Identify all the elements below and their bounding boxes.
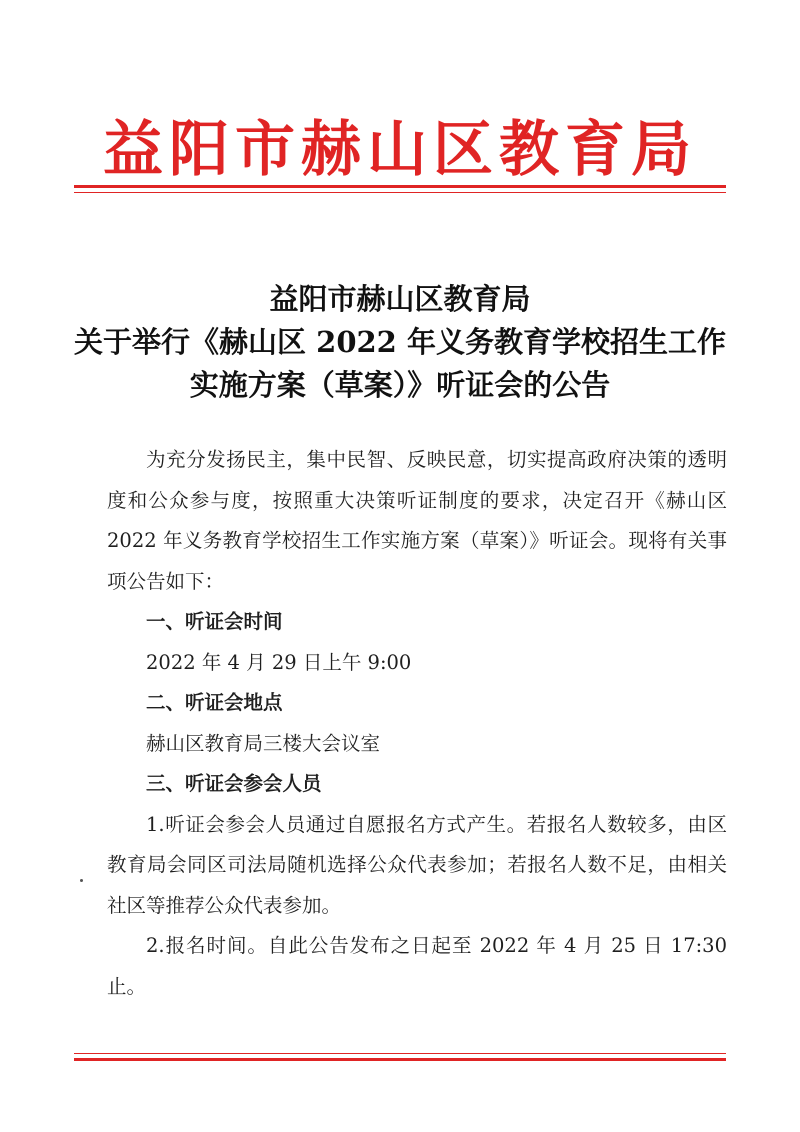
notice-title-line-3: 实施方案（草案）》听证会的公告 (189, 368, 611, 402)
letterhead-title: 益阳市赫山区教育局 (103, 115, 697, 185)
section-3-heading: 三、听证会参会人员 (146, 772, 322, 795)
footer-rule-thin (74, 1053, 726, 1054)
notice-title (60, 278, 740, 407)
notice-body (107, 440, 727, 1007)
notice-title-line-2: 关于举行《赫山区 2022 年义务教育学校招生工作 (74, 325, 726, 359)
intro-paragraph: 为充分发扬民主，集中民智、反映民意，切实提高政府决策的透明度和公众参与度，按照重大决策听证制度的要求，决定召开《赫山区 2022 年义务教育学校招生工作实施方案（草案）》听证会。现将有关事项公告如下： (107, 448, 727, 593)
section-3-item-1: 1.听证会参会人员通过自愿报名方式产生。若报名人数较多，由区教育局会同区司法局随机选择公众代表参加；若报名人数不足，由相关社区等推荐公众代表参加。 (107, 812, 727, 917)
section-2-text: 赫山区教育局三楼大会议室 (146, 731, 381, 755)
footer-rule-thick (74, 1058, 726, 1061)
letterhead-rule-thick (74, 185, 726, 188)
letterhead-rule-thin (74, 192, 726, 193)
section-3-item-2: 2.报名时间。自此公告发布之日起至 2022 年 4 月 25 日 17:30 止。 (107, 934, 727, 998)
section-1-heading: 一、听证会时间 (146, 610, 283, 633)
margin-dot (80, 879, 83, 882)
section-2-heading: 二、听证会地点 (146, 691, 283, 714)
notice-title-line-1: 益阳市赫山区教育局 (269, 282, 531, 316)
section-1-text: 2022 年 4 月 29 日上午 9:00 (146, 650, 412, 674)
